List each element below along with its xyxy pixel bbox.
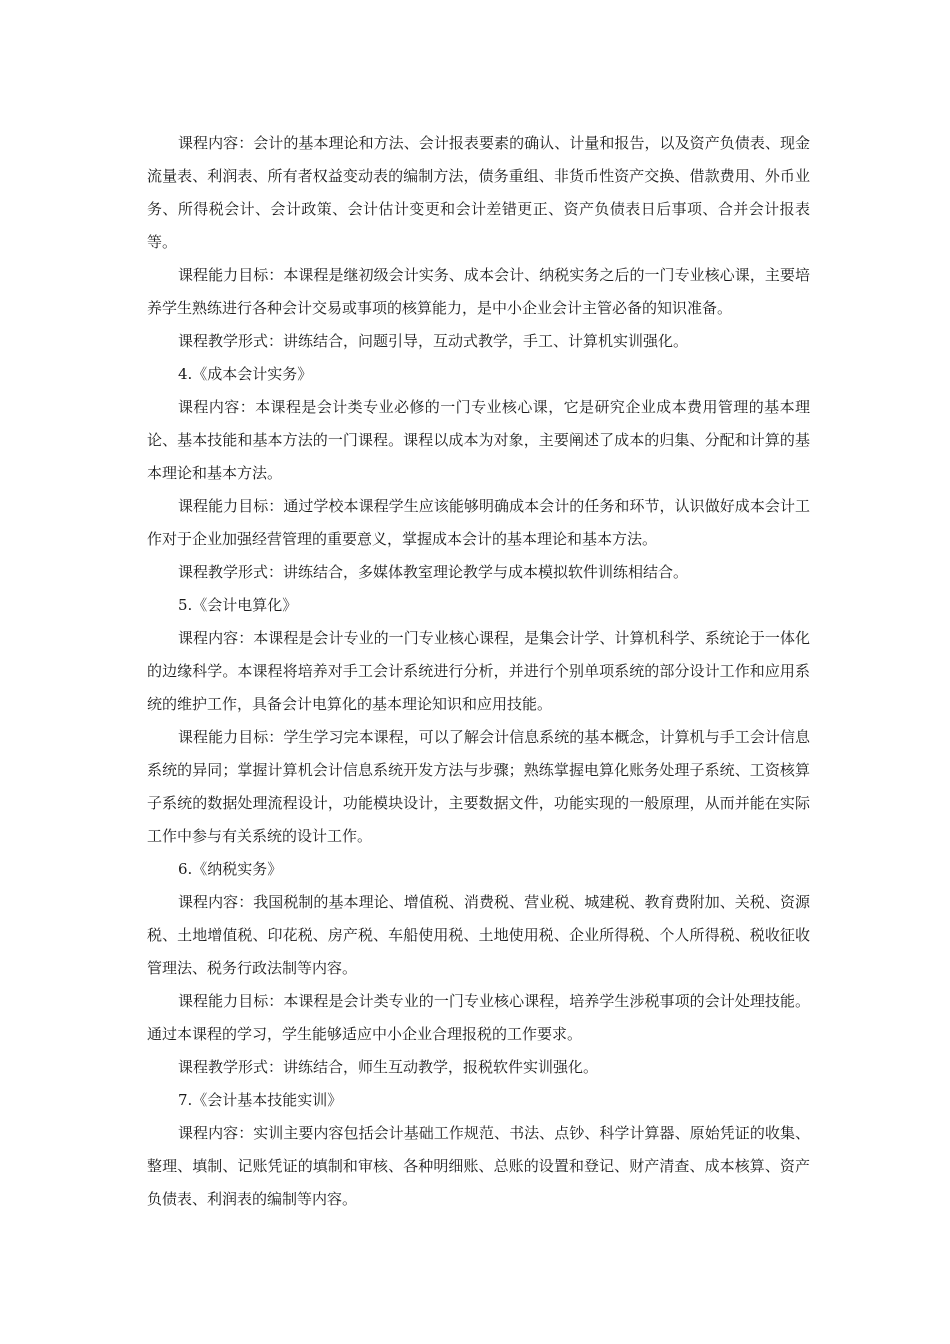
paragraph-ability-goal-computerization: 课程能力目标：学生学习完本课程，可以了解会计信息系统的基本概念，计算机与手工会计信息系统的异同；掌握计算机会计信息系统开发方法与步骤；熟练掌握电算化账务处理子系统、工资核算子系统的数据处理流程设计，功能模块设计，主要数据文件，功能实现的一般原理，从而并能在实际工作中参与有关系统的设计工作。 xyxy=(147,728,810,845)
paragraph-course-content-tax-practice: 课程内容：我国税制的基本理论、增值税、消费税、营业税、城建税、教育费附加、关税、资源税、土地增值税、印花税、房产税、车船使用税、土地使用税、企业所得税、个人所得税、税收征收管理法、税务行政法制等内容。 xyxy=(147,893,810,977)
heading-tax-practice: 6.《纳税实务》 xyxy=(178,860,283,878)
document-page xyxy=(147,127,810,1216)
paragraph-teaching-form-intermediate-accounting: 课程教学形式：讲练结合，问题引导，互动式教学，手工、计算机实训强化。 xyxy=(178,332,689,350)
paragraph-ability-goal-cost-accounting: 课程能力目标：通过学校本课程学生应该能够明确成本会计的任务和环节，认识做好成本会计工作对于企业加强经营管理的重要意义，掌握成本会计的基本理论和基本方法。 xyxy=(147,497,810,548)
heading-cost-accounting: 4.《成本会计实务》 xyxy=(178,365,313,383)
paragraph-ability-goal-intermediate-accounting: 课程能力目标：本课程是继初级会计实务、成本会计、纳税实务之后的一门专业核心课，主要培养学生熟练进行各种会计交易或事项的核算能力，是中小企业会计主管必备的知识准备。 xyxy=(147,266,810,317)
paragraph-teaching-form-cost-accounting: 课程教学形式：讲练结合，多媒体教室理论教学与成本模拟软件训练相结合。 xyxy=(178,563,689,581)
paragraph-course-content-computerization: 课程内容：本课程是会计专业的一门专业核心课程，是集会计学、计算机科学、系统论于一体化的边缘科学。本课程将培养对手工会计系统进行分析，并进行个别单项系统的部分设计工作和应用系统的维护工作，具备会计电算化的基本理论知识和应用技能。 xyxy=(147,629,810,713)
paragraph-course-content-cost-accounting: 课程内容：本课程是会计类专业必修的一门专业核心课，它是研究企业成本费用管理的基本理论、基本技能和基本方法的一门课程。课程以成本为对象，主要阐述了成本的归集、分配和计算的基本理论和基本方法。 xyxy=(147,398,810,482)
heading-accounting-computerization: 5.《会计电算化》 xyxy=(178,596,298,614)
heading-basic-skills-training: 7.《会计基本技能实训》 xyxy=(178,1091,343,1109)
paragraph-teaching-form-tax-practice: 课程教学形式：讲练结合，师生互动教学，报税软件实训强化。 xyxy=(178,1058,599,1076)
paragraph-ability-goal-tax-practice: 课程能力目标：本课程是会计类专业的一门专业核心课程，培养学生涉税事项的会计处理技能。通过本课程的学习，学生能够适应中小企业合理报税的工作要求。 xyxy=(147,992,810,1043)
paragraph-course-content-skills-training: 课程内容：实训主要内容包括会计基础工作规范、书法、点钞、科学计算器、原始凭证的收集、整理、填制、记账凭证的填制和审核、各种明细账、总账的设置和登记、财产清查、成本核算、资产负债表、利润表的编制等内容。 xyxy=(147,1124,810,1208)
paragraph-course-content-intermediate-accounting: 课程内容：会计的基本理论和方法、会计报表要素的确认、计量和报告，以及资产负债表、现金流量表、利润表、所有者权益变动表的编制方法，债务重组、非货币性资产交换、借款费用、外币业务、所得税会计、会计政策、会计估计变更和会计差错更正、资产负债表日后事项、合并会计报表等。 xyxy=(147,134,810,251)
